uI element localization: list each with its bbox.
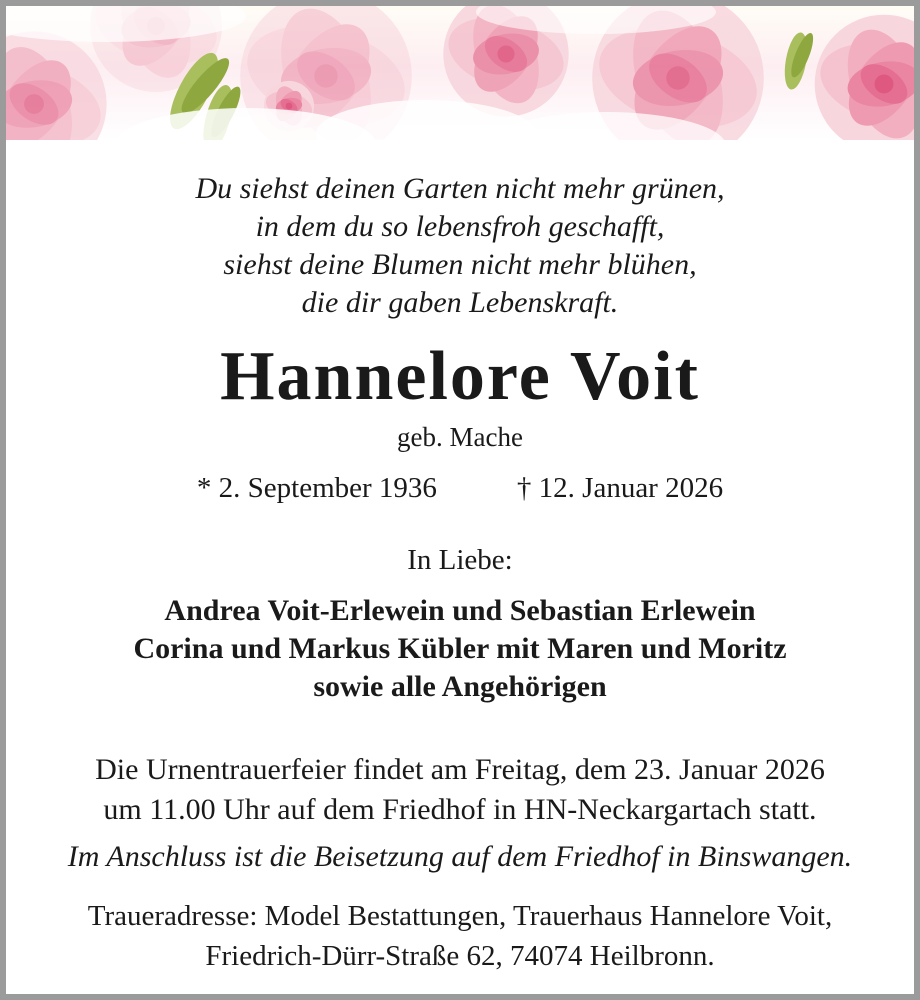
birth-date: * 2. September 1936 — [196, 472, 437, 504]
service-details — [6, 750, 914, 830]
address-line: Traueradresse: Model Bestattungen, Trauerhaus Hannelore Voit, — [87, 900, 833, 932]
family-intro: In Liebe: — [407, 544, 513, 576]
service-line: Die Urnentrauerfeier findet am Freitag, dem 23. Januar 2026 — [95, 753, 825, 786]
roses-banner-image — [6, 6, 914, 140]
family-line: Corina und Markus Kübler mit Maren und Moritz — [133, 632, 787, 665]
poem-line: in dem du so lebensfroh geschafft, — [255, 210, 665, 243]
poem-line: Du siehst deinen Garten nicht mehr grünen, — [195, 172, 725, 205]
family-line: sowie alle Angehörigen — [313, 670, 607, 703]
memorial-poem — [6, 170, 914, 322]
mourning-address — [6, 896, 914, 976]
address-line: Friedrich-Dürr-Straße 62, 74074 Heilbronn. — [205, 940, 715, 972]
service-line: um 11.00 Uhr auf dem Friedhof in HN-Neckargartach statt. — [103, 793, 817, 826]
notice-body — [6, 170, 914, 976]
life-dates — [6, 470, 914, 506]
family-names — [6, 592, 914, 706]
maiden-name: geb. Mache — [397, 422, 523, 452]
family-line: Andrea Voit-Erlewein und Sebastian Erlewein — [164, 594, 756, 627]
poem-line: siehst deine Blumen nicht mehr blühen, — [223, 248, 697, 281]
roses-illustration — [6, 6, 914, 140]
poem-line: die dir gaben Lebenskraft. — [301, 286, 619, 319]
burial-note: Im Anschluss ist die Beisetzung auf dem Friedhof in Binswangen. — [67, 840, 853, 873]
deceased-name: Hannelore Voit — [220, 338, 700, 415]
death-date: † 12. Januar 2026 — [516, 472, 724, 504]
